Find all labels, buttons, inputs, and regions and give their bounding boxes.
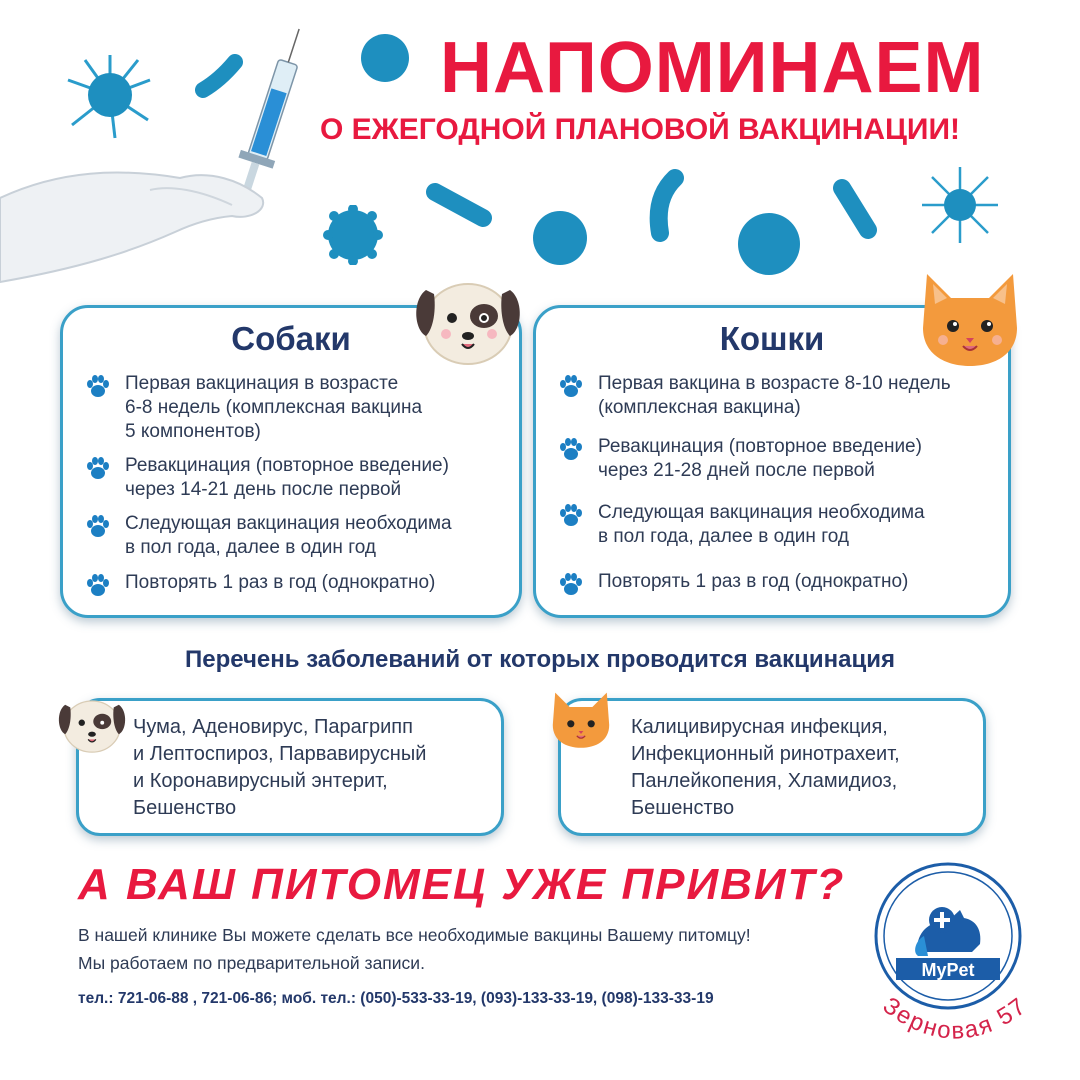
cats-diseases-text: Калицивирусная инфекция, Инфекционный ринотрахеит, Панлейкопения, Хламидиоз, Бешенство bbox=[631, 716, 900, 819]
phone-numbers: тел.: 721-06-88 , 721-06-86; моб. тел.: (050)-533-33-19, (093)-133-33-19, (098)-133-33-19 bbox=[78, 990, 714, 1007]
bacteria-rod-icon bbox=[830, 178, 880, 243]
list-item bbox=[85, 372, 422, 444]
list-item-text: Ревакцинация (повторное введение) через 14-21 день после первой bbox=[125, 455, 449, 500]
list-item-text: Следующая вакцинация необходима в пол года, далее в один год bbox=[598, 502, 925, 547]
bacteria-rod-icon bbox=[425, 180, 495, 230]
list-item-text: Ревакцинация (повторное введение) через 21-28 дней после первой bbox=[598, 436, 922, 481]
list-item bbox=[85, 512, 452, 560]
clinic-address bbox=[860, 985, 1050, 1075]
dogs-diseases-text: Чума, Аденовирус, Парагрипп и Лептоспироз, Парвавирусный и Коронавирусный энтерит, Бешенство bbox=[133, 716, 427, 819]
paw-icon bbox=[558, 503, 584, 529]
germ-bumpy-icon bbox=[322, 205, 384, 265]
germ-round-icon bbox=[355, 28, 415, 88]
svg-text:Зерновая 57 bbox=[878, 992, 1033, 1045]
page-subtitle: О ЕЖЕГОДНОЙ ПЛАНОВОЙ ВАКЦИНАЦИИ! bbox=[320, 113, 961, 146]
paw-icon bbox=[85, 456, 111, 482]
cat-face-icon bbox=[548, 688, 614, 750]
syringe-hand-illustration bbox=[0, 20, 330, 290]
list-item-text: Повторять 1 раз в год (однократно) bbox=[125, 572, 436, 593]
cat-face-icon bbox=[915, 268, 1025, 368]
paw-icon bbox=[85, 573, 111, 599]
clinic-info-line: В нашей клинике Вы можете сделать все необходимые вакцины Вашему питомцу! bbox=[78, 925, 751, 945]
list-item bbox=[558, 372, 951, 420]
dogs-title: Собаки bbox=[231, 320, 351, 357]
list-item-text: Первая вакцинация в возрасте 6-8 недель (комплексная вакцина 5 компонентов) bbox=[125, 373, 423, 442]
bacteria-rod-icon bbox=[640, 168, 690, 243]
list-item bbox=[558, 570, 908, 598]
list-item bbox=[558, 501, 925, 549]
germ-round-icon bbox=[530, 208, 590, 268]
list-item bbox=[85, 571, 435, 599]
list-item-text: Следующая вакцинация необходима в пол года, далее в один год bbox=[125, 513, 452, 558]
list-item bbox=[558, 435, 922, 483]
page-title: НАПОМИНАЕМ bbox=[440, 28, 985, 108]
dog-face-icon bbox=[56, 692, 128, 756]
cats-title: Кошки bbox=[719, 320, 825, 357]
appointment-info-line: Мы работаем по предварительной записи. bbox=[78, 953, 425, 973]
address-text: Зерновая 57 bbox=[877, 991, 1033, 1045]
dog-face-icon bbox=[412, 270, 524, 370]
list-item-text: Повторять 1 раз в год (однократно) bbox=[598, 571, 909, 592]
list-item bbox=[85, 454, 449, 502]
virus-spiky-icon bbox=[920, 165, 1000, 245]
germ-round-icon bbox=[735, 210, 803, 278]
diseases-heading: Перечень заболеваний от которых проводится вакцинация bbox=[184, 646, 895, 673]
paw-icon bbox=[558, 374, 584, 400]
paw-icon bbox=[85, 514, 111, 540]
paw-icon bbox=[558, 572, 584, 598]
list-item-text: Первая вакцина в возрасте 8-10 недель (комплексная вакцина) bbox=[598, 373, 951, 418]
paw-icon bbox=[85, 374, 111, 400]
paw-icon bbox=[558, 437, 584, 463]
call-to-action: А ВАШ ПИТОМЕЦ УЖЕ ПРИВИТ? bbox=[78, 860, 846, 909]
logo-text: MyPet bbox=[921, 960, 975, 980]
